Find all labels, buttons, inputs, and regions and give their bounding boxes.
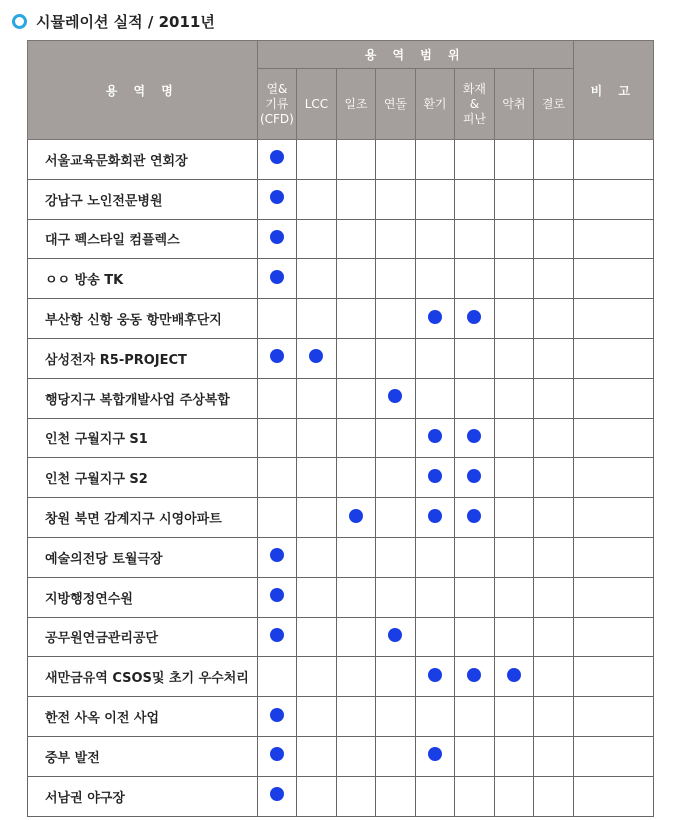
scope-cell (534, 378, 574, 418)
scope-cell (336, 338, 376, 378)
filled-circle-icon (270, 747, 284, 761)
header-scope-line: LCC (304, 96, 329, 111)
scope-cell (415, 657, 455, 697)
scope-cell (494, 617, 534, 657)
scope-cell (257, 776, 297, 816)
header-scope-line: 화재 (462, 81, 487, 96)
project-name-cell: 대구 펙스타일 컴플렉스 (28, 219, 258, 259)
scope-cell (455, 657, 495, 697)
table-row (28, 179, 654, 219)
header-scope-line: 피난 (462, 111, 487, 126)
header-scope-line: & (469, 96, 480, 111)
scope-cell (297, 537, 337, 577)
note-cell (573, 458, 653, 498)
project-name-cell: 서울교육문화회관 연회장 (28, 140, 258, 180)
scope-cell (376, 577, 416, 617)
header-scope-line: 기류 (265, 96, 289, 111)
scope-cell (494, 736, 534, 776)
scope-cell (534, 299, 574, 339)
project-name-cell: 예술의전당 토월극장 (28, 537, 258, 577)
scope-cell (297, 498, 337, 538)
header-note: 비 고 (573, 41, 653, 140)
project-name-cell: 서남권 야구장 (28, 776, 258, 816)
scope-cell (336, 259, 376, 299)
header-scope-line: 결로 (541, 96, 566, 111)
note-cell (573, 418, 653, 458)
note-cell (573, 338, 653, 378)
scope-cell (336, 179, 376, 219)
table-row (28, 219, 654, 259)
scope-cell (376, 736, 416, 776)
scope-cell (297, 219, 337, 259)
scope-cell (455, 338, 495, 378)
scope-cell (297, 697, 337, 737)
scope-cell (376, 617, 416, 657)
scope-cell (415, 378, 455, 418)
note-cell (573, 299, 653, 339)
scope-cell (376, 140, 416, 180)
scope-cell (455, 418, 495, 458)
scope-cell (455, 617, 495, 657)
scope-cell (534, 219, 574, 259)
scope-cell (415, 498, 455, 538)
scope-cell (336, 697, 376, 737)
scope-cell (415, 179, 455, 219)
table-row (28, 577, 654, 617)
scope-cell (336, 776, 376, 816)
scope-cell (257, 537, 297, 577)
filled-circle-icon (270, 787, 284, 801)
scope-cell (336, 498, 376, 538)
scope-cell (494, 259, 534, 299)
header-scope-6 (494, 69, 534, 140)
scope-cell (534, 458, 574, 498)
filled-circle-icon (428, 469, 442, 483)
scope-cell (534, 657, 574, 697)
table-row (28, 657, 654, 697)
scope-cell (376, 537, 416, 577)
filled-circle-icon (428, 668, 442, 682)
scope-cell (376, 418, 416, 458)
scope-cell (297, 299, 337, 339)
scope-cell (415, 458, 455, 498)
header-scope-line: 악취 (502, 96, 526, 111)
scope-cell (336, 617, 376, 657)
scope-cell (494, 498, 534, 538)
section-title-text: 시뮬레이션 실적 / 2011년 (36, 12, 215, 31)
scope-cell (376, 776, 416, 816)
filled-circle-icon (349, 509, 363, 523)
table-row (28, 378, 654, 418)
scope-cell (455, 299, 495, 339)
scope-cell (455, 179, 495, 219)
scope-cell (297, 776, 337, 816)
project-name-cell: 강남구 노인전문병원 (28, 179, 258, 219)
scope-cell (534, 736, 574, 776)
scope-cell (257, 577, 297, 617)
scope-cell (415, 219, 455, 259)
scope-cell (257, 378, 297, 418)
scope-cell (415, 697, 455, 737)
scope-cell (534, 697, 574, 737)
scope-cell (455, 219, 495, 259)
table-row (28, 418, 654, 458)
scope-cell (534, 776, 574, 816)
scope-cell (455, 140, 495, 180)
project-name-cell: 중부 발전 (28, 736, 258, 776)
filled-circle-icon (309, 349, 323, 363)
scope-cell (455, 259, 495, 299)
filled-circle-icon (270, 270, 284, 284)
scope-cell (494, 140, 534, 180)
scope-cell (534, 537, 574, 577)
note-cell (573, 736, 653, 776)
scope-cell (494, 458, 534, 498)
filled-circle-icon (428, 509, 442, 523)
scope-cell (494, 179, 534, 219)
scope-cell (376, 697, 416, 737)
filled-circle-icon (270, 628, 284, 642)
scope-cell (297, 458, 337, 498)
table-row (28, 776, 654, 816)
scope-cell (534, 418, 574, 458)
scope-cell (257, 458, 297, 498)
scope-cell (494, 577, 534, 617)
filled-circle-icon (388, 389, 402, 403)
scope-cell (494, 299, 534, 339)
scope-cell (376, 259, 416, 299)
header-scope-line: 환기 (423, 96, 447, 111)
filled-circle-icon (270, 588, 284, 602)
scope-cell (376, 219, 416, 259)
scope-cell (336, 537, 376, 577)
header-scope-line: 연돌 (383, 96, 408, 111)
table-row (28, 259, 654, 299)
scope-cell (494, 219, 534, 259)
scope-cell (455, 458, 495, 498)
scope-cell (415, 140, 455, 180)
note-cell (573, 498, 653, 538)
scope-cell (376, 458, 416, 498)
scope-cell (534, 617, 574, 657)
filled-circle-icon (467, 668, 481, 682)
scope-cell (415, 537, 455, 577)
scope-cell (494, 338, 534, 378)
scope-cell (494, 697, 534, 737)
scope-cell (415, 299, 455, 339)
scope-cell (376, 657, 416, 697)
filled-circle-icon (467, 310, 481, 324)
note-cell (573, 179, 653, 219)
scope-cell (415, 776, 455, 816)
note-cell (573, 378, 653, 418)
filled-circle-icon (270, 349, 284, 363)
filled-circle-icon (428, 429, 442, 443)
header-project-name: 용 역 명 (28, 41, 258, 140)
simulation-results-table (27, 40, 654, 817)
filled-circle-icon (270, 190, 284, 204)
note-cell (573, 697, 653, 737)
filled-circle-icon (467, 469, 481, 483)
scope-cell (257, 657, 297, 697)
project-name-cell: 부산항 신항 웅동 항만배후단지 (28, 299, 258, 339)
header-scope-line: (CFD) (259, 111, 294, 126)
scope-cell (297, 657, 337, 697)
header-scope-group: 용 역 범 위 (257, 41, 573, 69)
scope-cell (297, 378, 337, 418)
scope-cell (455, 736, 495, 776)
note-cell (573, 657, 653, 697)
scope-cell (415, 259, 455, 299)
scope-cell (376, 498, 416, 538)
filled-circle-icon (467, 509, 481, 523)
project-name-cell: 행당지구 복합개발사업 주상복합 (28, 378, 258, 418)
scope-cell (297, 179, 337, 219)
header-scope-line: 일조 (344, 96, 368, 111)
note-cell (573, 776, 653, 816)
project-name-cell: 새만금유역 CSOS및 초기 우수처리 (28, 657, 258, 697)
note-cell (573, 140, 653, 180)
scope-cell (415, 418, 455, 458)
note-cell (573, 577, 653, 617)
scope-cell (336, 378, 376, 418)
project-name-cell: ㅇㅇ 방송 TK (28, 259, 258, 299)
scope-cell (336, 736, 376, 776)
scope-cell (336, 418, 376, 458)
scope-cell (257, 617, 297, 657)
scope-cell (257, 140, 297, 180)
scope-cell (336, 657, 376, 697)
table-row (28, 736, 654, 776)
filled-circle-icon (507, 668, 521, 682)
scope-cell (455, 577, 495, 617)
scope-cell (336, 577, 376, 617)
scope-cell (257, 498, 297, 538)
scope-cell (336, 219, 376, 259)
scope-cell (336, 299, 376, 339)
scope-cell (257, 299, 297, 339)
project-name-cell: 한전 사옥 이전 사업 (28, 697, 258, 737)
scope-cell (257, 219, 297, 259)
scope-cell (297, 418, 337, 458)
header-scope-3 (376, 69, 416, 140)
note-cell (573, 219, 653, 259)
scope-cell (415, 736, 455, 776)
scope-cell (297, 617, 337, 657)
scope-cell (455, 537, 495, 577)
filled-circle-icon (467, 429, 481, 443)
scope-cell (415, 617, 455, 657)
filled-circle-icon (270, 548, 284, 562)
note-cell (573, 259, 653, 299)
filled-circle-icon (388, 628, 402, 642)
scope-cell (257, 697, 297, 737)
scope-cell (257, 736, 297, 776)
scope-cell (494, 378, 534, 418)
project-name-cell: 삼성전자 R5-PROJECT (28, 338, 258, 378)
scope-cell (494, 418, 534, 458)
scope-cell (297, 259, 337, 299)
scope-cell (257, 418, 297, 458)
header-scope-5 (455, 69, 495, 140)
table-body (28, 140, 654, 817)
table-row (28, 617, 654, 657)
project-name-cell: 인천 구월지구 S2 (28, 458, 258, 498)
table-row (28, 537, 654, 577)
scope-cell (297, 736, 337, 776)
scope-cell (455, 498, 495, 538)
circle-bullet-icon (12, 14, 27, 29)
scope-cell (297, 577, 337, 617)
scope-cell (455, 378, 495, 418)
scope-cell (534, 577, 574, 617)
scope-cell (534, 498, 574, 538)
scope-cell (415, 338, 455, 378)
scope-cell (257, 179, 297, 219)
filled-circle-icon (270, 708, 284, 722)
scope-cell (297, 338, 337, 378)
project-name-cell: 창원 북면 감계지구 시영아파트 (28, 498, 258, 538)
scope-cell (534, 179, 574, 219)
scope-cell (494, 537, 534, 577)
table-row (28, 338, 654, 378)
header-scope-7 (534, 69, 574, 140)
filled-circle-icon (428, 747, 442, 761)
scope-cell (336, 140, 376, 180)
header-scope-4 (415, 69, 455, 140)
table-row (28, 140, 654, 180)
scope-cell (376, 179, 416, 219)
scope-cell (455, 697, 495, 737)
scope-cell (455, 776, 495, 816)
header-scope-line: 열& (266, 81, 288, 96)
filled-circle-icon (270, 230, 284, 244)
table-row (28, 498, 654, 538)
project-name-cell: 공무원연금관리공단 (28, 617, 258, 657)
scope-cell (534, 259, 574, 299)
project-name-cell: 인천 구월지구 S1 (28, 418, 258, 458)
header-scope-0 (257, 69, 297, 140)
scope-cell (494, 657, 534, 697)
filled-circle-icon (270, 150, 284, 164)
project-name-cell: 지방행정연수원 (28, 577, 258, 617)
scope-cell (494, 776, 534, 816)
scope-cell (534, 338, 574, 378)
section-title (12, 9, 215, 33)
scope-cell (376, 338, 416, 378)
scope-cell (376, 378, 416, 418)
table-row (28, 697, 654, 737)
header-scope-2 (336, 69, 376, 140)
header-scope-1 (297, 69, 337, 140)
note-cell (573, 617, 653, 657)
table-row (28, 299, 654, 339)
scope-cell (297, 140, 337, 180)
filled-circle-icon (428, 310, 442, 324)
note-cell (573, 537, 653, 577)
scope-cell (534, 140, 574, 180)
scope-cell (336, 458, 376, 498)
scope-cell (257, 259, 297, 299)
scope-cell (415, 577, 455, 617)
table-row (28, 458, 654, 498)
scope-cell (376, 299, 416, 339)
scope-cell (257, 338, 297, 378)
